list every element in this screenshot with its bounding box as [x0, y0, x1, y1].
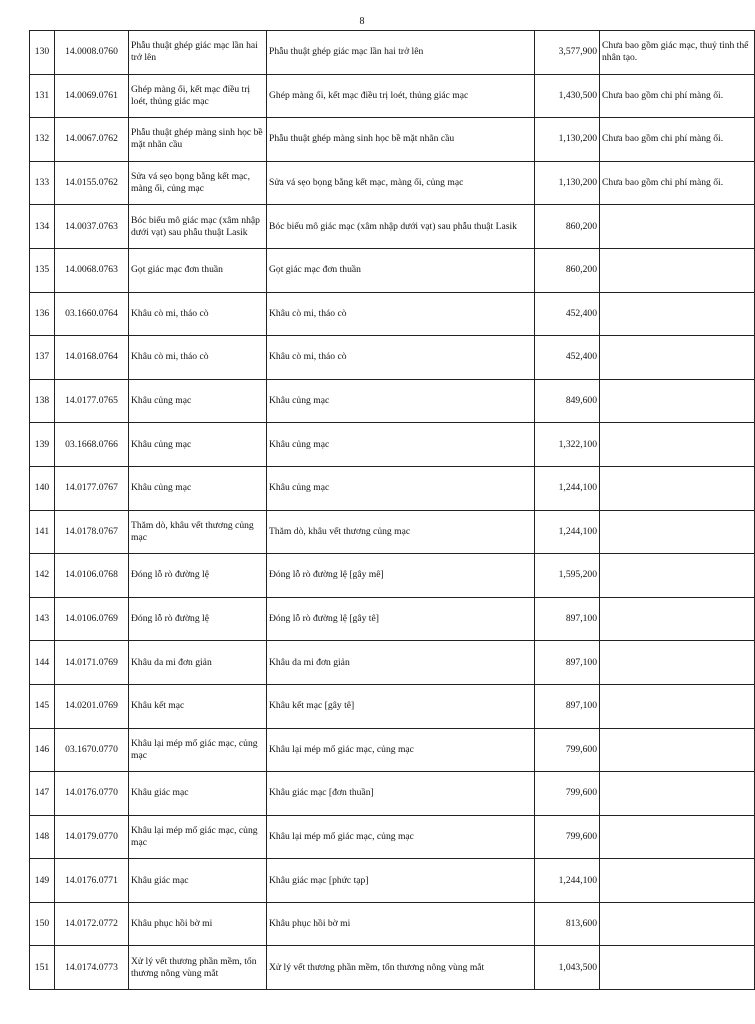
note-cell — [600, 205, 755, 249]
note-cell — [600, 684, 755, 728]
service-name-detail: Sửa vá sẹo bọng bằng kết mạc, màng ối, củng mạc — [267, 161, 535, 205]
note-cell: Chưa bao gồm chi phí màng ối. — [600, 74, 755, 118]
row-number: 146 — [30, 728, 55, 772]
table-row — [30, 510, 755, 554]
price-cell: 1,043,500 — [535, 946, 600, 990]
service-name-detail: Đóng lỗ rò đường lệ [gây mê] — [267, 554, 535, 598]
note-cell — [600, 554, 755, 598]
price-cell: 897,100 — [535, 684, 600, 728]
service-name: Khâu giác mạc — [129, 859, 267, 903]
note-cell — [600, 597, 755, 641]
service-code: 14.0201.0769 — [55, 684, 129, 728]
service-code: 14.0178.0767 — [55, 510, 129, 554]
row-number: 149 — [30, 859, 55, 903]
service-name-detail: Khâu cò mi, tháo cò — [267, 292, 535, 336]
service-code: 03.1670.0770 — [55, 728, 129, 772]
service-name-detail: Thăm dò, khâu vết thương củng mạc — [267, 510, 535, 554]
table-row — [30, 248, 755, 292]
service-name: Khâu lại mép mổ giác mạc, củng mạc — [129, 815, 267, 859]
row-number: 144 — [30, 641, 55, 685]
table-row — [30, 423, 755, 467]
table-row — [30, 466, 755, 510]
price-cell: 452,400 — [535, 336, 600, 380]
price-table — [29, 30, 755, 990]
service-name: Xử lý vết thương phần mềm, tổn thương nông vùng mắt — [129, 946, 267, 990]
service-name-detail: Ghép màng ối, kết mạc điều trị loét, thủng giác mạc — [267, 74, 535, 118]
table-row — [30, 684, 755, 728]
note-cell: Chưa bao gồm chi phí màng ối. — [600, 118, 755, 162]
service-code: 14.0171.0769 — [55, 641, 129, 685]
note-cell — [600, 859, 755, 903]
price-cell: 3,577,900 — [535, 31, 600, 75]
price-cell: 1,244,100 — [535, 466, 600, 510]
price-cell: 452,400 — [535, 292, 600, 336]
table-row — [30, 31, 755, 75]
service-name: Thăm dò, khâu vết thương củng mạc — [129, 510, 267, 554]
service-name-detail: Khâu lại mép mổ giác mạc, củng mạc — [267, 728, 535, 772]
table-row — [30, 161, 755, 205]
row-number: 137 — [30, 336, 55, 380]
row-number: 139 — [30, 423, 55, 467]
price-cell: 1,244,100 — [535, 859, 600, 903]
service-name-detail: Khâu củng mạc — [267, 466, 535, 510]
service-code: 14.0155.0762 — [55, 161, 129, 205]
price-cell: 1,595,200 — [535, 554, 600, 598]
price-cell: 1,130,200 — [535, 118, 600, 162]
service-code: 14.0174.0773 — [55, 946, 129, 990]
service-name: Khâu lại mép mổ giác mạc, củng mạc — [129, 728, 267, 772]
service-name: Khâu cò mi, tháo cò — [129, 336, 267, 380]
service-code: 14.0067.0762 — [55, 118, 129, 162]
service-name: Bóc biểu mô giác mạc (xâm nhập dưới vạt) sau phẫu thuật Lasik — [129, 205, 267, 249]
note-cell — [600, 641, 755, 685]
table-row — [30, 118, 755, 162]
price-cell: 1,244,100 — [535, 510, 600, 554]
service-code: 14.0069.0761 — [55, 74, 129, 118]
table-row — [30, 946, 755, 990]
note-cell — [600, 902, 755, 946]
note-cell: Chưa bao gồm giác mạc, thuỷ tinh thể nhân tạo. — [600, 31, 755, 75]
note-cell: Chưa bao gồm chi phí màng ối. — [600, 161, 755, 205]
service-name-detail: Đóng lỗ rò đường lệ [gây tê] — [267, 597, 535, 641]
service-code: 14.0179.0770 — [55, 815, 129, 859]
price-cell: 799,600 — [535, 772, 600, 816]
price-cell: 1,430,500 — [535, 74, 600, 118]
service-code: 14.0176.0770 — [55, 772, 129, 816]
table-row — [30, 554, 755, 598]
service-name: Khâu cò mi, tháo cò — [129, 292, 267, 336]
table-row — [30, 336, 755, 380]
price-cell: 860,200 — [535, 205, 600, 249]
service-name: Khâu da mi đơn giản — [129, 641, 267, 685]
table-row — [30, 641, 755, 685]
service-name: Khâu củng mạc — [129, 423, 267, 467]
service-code: 14.0008.0760 — [55, 31, 129, 75]
price-cell: 897,100 — [535, 641, 600, 685]
table-row — [30, 379, 755, 423]
service-code: 03.1668.0766 — [55, 423, 129, 467]
price-cell: 799,600 — [535, 815, 600, 859]
price-cell: 897,100 — [535, 597, 600, 641]
table-body — [30, 31, 755, 990]
service-code: 14.0168.0764 — [55, 336, 129, 380]
service-code: 14.0106.0769 — [55, 597, 129, 641]
note-cell — [600, 292, 755, 336]
row-number: 150 — [30, 902, 55, 946]
price-cell: 849,600 — [535, 379, 600, 423]
note-cell — [600, 772, 755, 816]
service-name: Đóng lỗ rò đường lệ — [129, 554, 267, 598]
table-row — [30, 205, 755, 249]
service-code: 03.1660.0764 — [55, 292, 129, 336]
service-name-detail: Khâu giác mạc [đơn thuần] — [267, 772, 535, 816]
price-cell: 1,130,200 — [535, 161, 600, 205]
service-name-detail: Phẫu thuật ghép màng sinh học bề mặt nhãn cầu — [267, 118, 535, 162]
table-row — [30, 859, 755, 903]
service-name-detail: Bóc biểu mô giác mạc (xâm nhập dưới vạt) sau phẫu thuật Lasik — [267, 205, 535, 249]
service-name-detail: Khâu phục hồi bờ mi — [267, 902, 535, 946]
row-number: 143 — [30, 597, 55, 641]
note-cell — [600, 728, 755, 772]
note-cell — [600, 336, 755, 380]
price-cell: 860,200 — [535, 248, 600, 292]
price-cell: 813,600 — [535, 902, 600, 946]
row-number: 136 — [30, 292, 55, 336]
row-number: 140 — [30, 466, 55, 510]
row-number: 151 — [30, 946, 55, 990]
service-name-detail: Xử lý vết thương phần mềm, tổn thương nông vùng mắt — [267, 946, 535, 990]
row-number: 132 — [30, 118, 55, 162]
row-number: 130 — [30, 31, 55, 75]
service-code: 14.0176.0771 — [55, 859, 129, 903]
service-name: Ghép màng ối, kết mạc điều trị loét, thủng giác mạc — [129, 74, 267, 118]
row-number: 147 — [30, 772, 55, 816]
note-cell — [600, 946, 755, 990]
row-number: 133 — [30, 161, 55, 205]
service-name: Khâu kết mạc — [129, 684, 267, 728]
service-name: Khâu củng mạc — [129, 379, 267, 423]
row-number: 134 — [30, 205, 55, 249]
service-name-detail: Khâu lại mép mổ giác mạc, củng mạc — [267, 815, 535, 859]
row-number: 131 — [30, 74, 55, 118]
service-name: Sửa vá sẹo bọng bằng kết mạc, màng ối, củng mạc — [129, 161, 267, 205]
table-row — [30, 728, 755, 772]
table-row — [30, 815, 755, 859]
row-number: 145 — [30, 684, 55, 728]
table-row — [30, 597, 755, 641]
row-number: 148 — [30, 815, 55, 859]
service-code: 14.0172.0772 — [55, 902, 129, 946]
table-row — [30, 292, 755, 336]
price-cell: 1,322,100 — [535, 423, 600, 467]
service-name-detail: Khâu củng mạc — [267, 423, 535, 467]
price-cell: 799,600 — [535, 728, 600, 772]
table-row — [30, 74, 755, 118]
service-code: 14.0106.0768 — [55, 554, 129, 598]
row-number: 135 — [30, 248, 55, 292]
service-code: 14.0177.0767 — [55, 466, 129, 510]
note-cell — [600, 466, 755, 510]
row-number: 138 — [30, 379, 55, 423]
service-name-detail: Phẫu thuật ghép giác mạc lần hai trở lên — [267, 31, 535, 75]
note-cell — [600, 510, 755, 554]
service-name-detail: Gọt giác mạc đơn thuần — [267, 248, 535, 292]
service-name-detail: Khâu cò mi, tháo cò — [267, 336, 535, 380]
note-cell — [600, 815, 755, 859]
service-code: 14.0037.0763 — [55, 205, 129, 249]
service-name: Khâu phục hồi bờ mi — [129, 902, 267, 946]
service-name: Đóng lỗ rò đường lệ — [129, 597, 267, 641]
service-code: 14.0177.0765 — [55, 379, 129, 423]
table-row — [30, 902, 755, 946]
service-name: Phẫu thuật ghép giác mạc lần hai trở lên — [129, 31, 267, 75]
table-row — [30, 772, 755, 816]
row-number: 141 — [30, 510, 55, 554]
service-name-detail: Khâu kết mạc [gây tê] — [267, 684, 535, 728]
service-name-detail: Khâu giác mạc [phức tạp] — [267, 859, 535, 903]
service-name: Khâu giác mạc — [129, 772, 267, 816]
note-cell — [600, 423, 755, 467]
service-name-detail: Khâu củng mạc — [267, 379, 535, 423]
note-cell — [600, 248, 755, 292]
row-number: 142 — [30, 554, 55, 598]
service-name-detail: Khâu da mi đơn giản — [267, 641, 535, 685]
service-code: 14.0068.0763 — [55, 248, 129, 292]
service-name: Phẫu thuật ghép màng sinh học bề mặt nhãn cầu — [129, 118, 267, 162]
service-name: Khâu củng mạc — [129, 466, 267, 510]
page-number: 8 — [359, 16, 365, 27]
service-name: Gọt giác mạc đơn thuần — [129, 248, 267, 292]
note-cell — [600, 379, 755, 423]
